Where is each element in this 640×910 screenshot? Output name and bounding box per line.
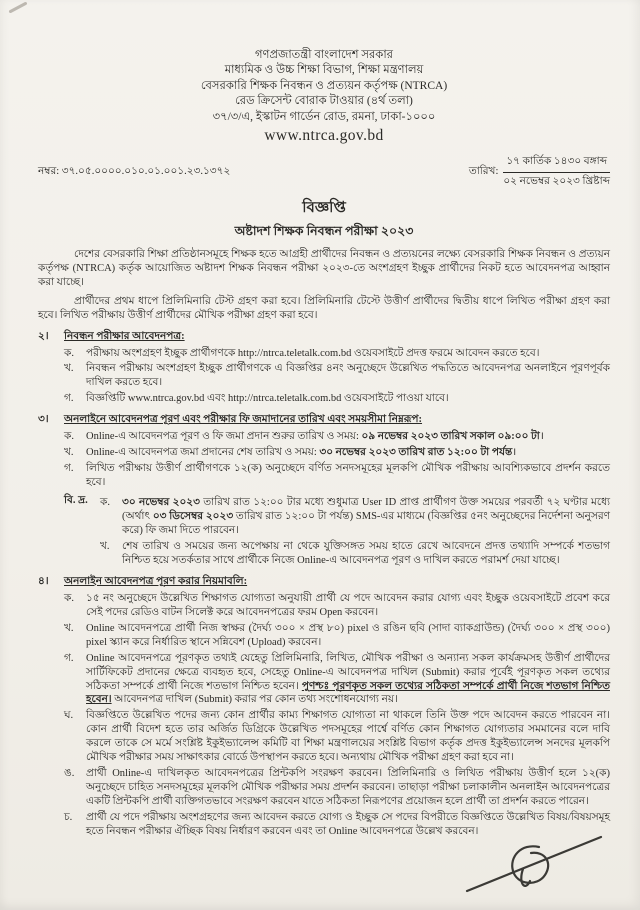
list-item bbox=[64, 709, 610, 765]
list-item bbox=[64, 652, 610, 708]
list-item bbox=[64, 592, 610, 620]
exam-name-title: অষ্টাদশ শিক্ষক নিবন্ধন পরীক্ষা ২০২৩ bbox=[234, 223, 414, 238]
item-letter: গ. bbox=[64, 393, 74, 405]
list-item bbox=[64, 446, 610, 460]
item-letter: খ. bbox=[64, 363, 74, 375]
intro-paragraph-2: প্রার্থীদের প্রথম ধাপে প্রিলিমিনারি টেস্ট গ্রহণ করা হবে। প্রিলিমিনারি টেস্টে উত্তীর্ণ প্রার্থীদের দ্বিতীয় ধাপে লিখিত পরীক্ষা গ্রহণ করা হবে। লিখিত পরীক্ষায় উত্তীর্ণ প্রার্থীদের মৌখিক পরীক্ষা গ্রহণ করা হবে। bbox=[38, 295, 610, 321]
item-letter: ক. bbox=[64, 592, 74, 604]
item-letter: ক. bbox=[64, 347, 74, 359]
bangla-calendar-date: ১৭ কার্তিক ১৪৩০ বঙ্গাব্দ bbox=[503, 154, 610, 173]
memo-date-row bbox=[38, 154, 610, 191]
memo-label: নম্বর: bbox=[38, 165, 60, 177]
section-3 bbox=[38, 413, 610, 568]
list-item bbox=[64, 392, 610, 406]
notice-title: বিজ্ঞপ্তি bbox=[302, 199, 346, 216]
list-item bbox=[64, 462, 610, 490]
note-item bbox=[100, 540, 610, 568]
section-3-heading: অনলাইনে আবেদনপত্র পূরণ এবং পরীক্ষার ফি জমাদানের তারিখ এবং সময়সীমা নিম্নরূপ: bbox=[64, 414, 423, 426]
date-label: তারিখ: bbox=[468, 165, 499, 177]
section-2 bbox=[38, 330, 610, 407]
item-letter: ক. bbox=[64, 431, 74, 443]
item-text: প্রার্থী যে পদে পরীক্ষায় অংশগ্রহণের জন্য আবেদন করতে যোগ্য ও ইচ্ছুক সে পদের বিপরীতে বিজ্ঞপ্তিতে উল্লেখিত বিষয়/বিষয়সমূহ হতে নিবন্ধন পরীক্ষার ঐচ্ছিক বিষয় নির্ধারণ করবেন এবং তা Online আবেদনপত্রে উল্লেখ করবেন। bbox=[86, 812, 610, 838]
list-item bbox=[64, 767, 610, 809]
item-letter: চ. bbox=[64, 812, 73, 824]
authority-name: বেসরকারি শিক্ষক নিবন্ধন ও প্রত্যয়ন কর্তৃপক্ষ (NTRCA) bbox=[200, 79, 448, 92]
section-2-heading: নিবন্ধন পরীক্ষার আবেদনপত্র: bbox=[64, 330, 185, 342]
website-url: www.ntrca.gov.bd bbox=[264, 127, 384, 145]
item-text: Online-এ আবেদনপত্র পূরণ ও ফি জমা প্রদান শুরুর তারিখ ও সময়: ০৯ নভেম্বর ২০২৩ তারিখ সকাল ০৯:০০ টা। bbox=[86, 431, 544, 443]
item-text: Online আবেদনপত্রে প্রার্থী নিজ স্বাক্ষর (দৈর্ঘ্য ৩০০ × প্রস্থ ৮০) pixel ও রঙিন ছবি (সাদা ব্যাকগ্রাউন্ড) (দৈর্ঘ্য ৩০০ × প্রস্থ ৩০০) pixel স্ক্যান করে নির্ধারিত স্থানে সন্নিবেশ (Upload) করবেন। bbox=[86, 622, 610, 648]
item-letter: খ. bbox=[100, 540, 110, 552]
item-text: Online-এ আবেদনপত্র জমা প্রদানের শেষ তারিখ ও সময়: ৩০ নভেম্বর ২০২৩ তারিখ রাত ১২:০০ টা পর্যন্ত। bbox=[86, 447, 517, 459]
government-name: গণপ্রজাতন্ত্রী বাংলাদেশ সরকার bbox=[254, 49, 394, 61]
item-text: শেষ তারিখ ও সময়ের জন্য অপেক্ষায় না থেকে যুক্তিসঙ্গত সময় হাতে রেখে আবেদনে প্রদত্ত তথ্যাদি সম্পর্কে শতভাগ নিশ্চিত হয়ে সতর্কতার সাথে প্রার্থীকে নিজে Online-এ আবেদনপত্র পূরণ ও দাখিল করতে পরামর্শ দেয়া যাচ্ছে। bbox=[122, 540, 610, 566]
item-text: লিখিত পরীক্ষায় উত্তীর্ণ প্রার্থীগণকে ১২(ক) অনুচ্ছেদে বর্ণিত সনদসমূহের মূলকপি মৌখিক পরীক্ষায় আবশ্যিকভাবে প্রদর্শন করতে হবে। bbox=[86, 463, 610, 489]
section-4-number: ৪। bbox=[38, 575, 49, 587]
section-2-number: ২। bbox=[38, 330, 49, 342]
division-name: মাধ্যমিক ও উচ্চ শিক্ষা বিভাগ, শিক্ষা মন্ত্রণালয় bbox=[224, 64, 424, 77]
item-letter: খ. bbox=[64, 447, 74, 459]
gregorian-date: ০২ নভেম্বর ২০২৩ খ্রিষ্টাব্দ bbox=[503, 175, 610, 187]
item-text: নিবন্ধন পরীক্ষায় অংশগ্রহণ ইচ্ছুক প্রার্থীগণকে এ বিজ্ঞপ্তির ৪নং অনুচ্ছেদে উল্লেখিত পদ্ধতিতে আবেদনপত্র অনলাইনে পূরণপূর্বক দাখিল করতে হবে। bbox=[86, 363, 610, 389]
item-text: ৩০ নভেম্বর ২০২৩ তারিখ রাত ১২:০০ টার মধ্যে শুধুমাত্র User ID প্রাপ্ত প্রার্থীগণ উক্ত সময়ের পরবর্তী ৭২ ঘণ্টার মধ্যে (অর্থাৎ ০৩ ডিসেম্বর ২০২৩ তারিখ রাত ১২:০০ টা পর্যন্ত) SMS-এর মাধ্যমে (বিজ্ঞপ্তির ৫নং অনুচ্ছেদের নির্দেশনা অনুসরণ করে) ফি জমা দিতে পারবেন। bbox=[122, 497, 611, 536]
letterhead bbox=[38, 48, 610, 147]
section-4 bbox=[38, 575, 610, 839]
date-stack bbox=[503, 154, 610, 191]
list-item bbox=[64, 347, 610, 361]
list-item bbox=[64, 362, 610, 390]
scan-artifact-mark bbox=[8, 1, 27, 13]
building-address: রেড ক্রিসেন্ট বোরাক টাওয়ার (৪র্থ তলা) bbox=[235, 95, 413, 108]
item-letter: ঙ. bbox=[64, 768, 75, 780]
list-item bbox=[64, 622, 610, 650]
section-4-heading: অনলাইন আবেদনপত্র পূরণ করার নিয়মাবলি: bbox=[64, 575, 248, 587]
list-item bbox=[64, 430, 610, 444]
item-letter: গ. bbox=[64, 463, 74, 475]
memo-value: ৩৭.০৫.০০০০.০১০.০১.০০১.২৩.১৩৭২ bbox=[61, 165, 231, 177]
note-label: বি. দ্র. bbox=[64, 495, 88, 507]
item-letter: ঘ. bbox=[64, 710, 74, 722]
item-text: পরীক্ষায় অংশগ্রহণ ইচ্ছুক প্রার্থীগণকে http://ntrca.teletalk.com.bd ওয়েবসাইটে প্রদত্ত ফরমে আবেদন করতে হবে। bbox=[86, 347, 540, 359]
intro-paragraph-1: দেশের বেসরকারি শিক্ষা প্রতিষ্ঠানসমূহে শিক্ষক হতে আগ্রহী প্রার্থীদের নিবন্ধন ও প্রত্যয়নের লক্ষ্যে বেসরকারি শিক্ষক নিবন্ধন ও প্রত্যয়ন কর্তৃপক্ষ (NTRCA) কর্তৃক আয়োজিত অষ্টাদশ শিক্ষক নিবন্ধন পরীক্ষা ২০২৩-তে অংশগ্রহণ ইচ্ছুক প্রার্থীদের নিকট হতে আবেদনপত্র আহ্বান করা যাচ্ছে। bbox=[38, 248, 610, 288]
item-letter: গ. bbox=[64, 652, 74, 664]
item-text: বিজ্ঞপ্তিটি www.ntrca.gov.bd এবং http://ntrca.teletalk.com.bd ওয়েবসাইটে পাওয়া যাবে। bbox=[86, 393, 449, 405]
street-address: ৩৭/৩/এ, ইস্কাটন গার্ডেন রোড, রমনা, ঢাকা-১০০০ bbox=[212, 110, 436, 123]
note-item bbox=[100, 496, 610, 538]
item-text: ১৫ নং অনুচ্ছেদে উল্লেখিত শিক্ষাগত যোগ্যতা অনুযায়ী প্রার্থী যে পদে আবেদন করার যোগ্য এবং ইচ্ছুক ওয়েবসাইটে প্রবেশ করে সেই পদের রেডিও বাটন সিলেক্ট করে আবেদনপত্রের ফরম Open করবেন। bbox=[86, 592, 610, 618]
item-text: বিজ্ঞপ্তিতে উল্লেখিত পদের জন্য কোন প্রার্থীর কাম্য শিক্ষাগত যোগ্যতা না থাকলে তিনি উক্ত পদে আবেদন করতে পারবেন না। কোন প্রার্থী বিদেশ হতে তার অর্জিত ডিগ্রিকে উল্লেখিত পদসমূহের পার্শ্বে বর্ণিত কোন শিক্ষাগত যোগ্যতার সমমানের বলে দাবি করলে তাকে সে মর্মে সংশ্লিষ্ট ইকুইভ্যালেন্স কমিটি বা শিক্ষা মন্ত্রণালয়ের সংশ্লিষ্ট বিভাগ কর্তৃক প্রদত্ত ইকুইভ্যালেন্স সনদের মূলকপি মৌখিক পরীক্ষার সময় সাক্ষাৎকার বোর্ডে উপস্থাপন করতে হবে। অন্যথায় মৌখিক পরীক্ষা গ্রহণ করা হবে না। bbox=[86, 710, 610, 764]
item-letter: খ. bbox=[64, 622, 74, 634]
item-letter: ক. bbox=[100, 497, 110, 509]
note-block bbox=[64, 494, 610, 568]
section-3-number: ৩। bbox=[38, 414, 49, 426]
memo-number bbox=[38, 164, 230, 181]
item-text: প্রার্থী Online-এ দাখিলকৃত আবেদনপত্রের প্রিন্টকপি সংরক্ষণ করবেন। প্রিলিমিনারি ও লিখিত পরীক্ষায় উত্তীর্ণ হলে ১২(ক) অনুচ্ছেদে চাহিত সনদসমূহের মূলকপি মৌখিক পরীক্ষার সময় প্রদর্শন করবেন। তাছাড়া পরীক্ষা চলাকালীন অনলাইন আবেদনপত্রের একটি প্রিন্টকপি প্রার্থী ব্যক্তিগতভাবে সংরক্ষণ করবেন যাতে সঠিকতা নিরূপণের প্রয়োজন হলে প্রার্থী তা প্রদর্শন করতে পারেন। bbox=[86, 768, 610, 808]
item-text: Online আবেদনপত্রে পূরণকৃত তথ্যই যেহেতু প্রিলিমিনারি, লিখিত, মৌখিক পরীক্ষা ও অন্যান্য সকল কার্যক্রমসহ উত্তীর্ণ প্রার্থীদের সার্টিফিকেট প্রদানের ক্ষেত্রে ব্যবহৃত হবে, সেহেতু Online-এ আবেদনপত্র দাখিল (Submit) করার পূর্বেই পূরণকৃত সকল তথ্যের সঠিকতা সম্পর্কে প্রার্থী নিজে শতভাগ নিশ্চিত হবেন। পুণশ্চঃ পূরণকৃত সকল তথ্যের সঠিকতা সম্পর্কে প্রার্থী নিজে শতভাগ নিশ্চিত হবেন। আবেদনপত্র দাখিল (Submit) করার পর কোন তথ্য সংশোধনযোগ্য নয়। bbox=[86, 652, 610, 706]
handwritten-signature-icon bbox=[463, 830, 608, 896]
date-block bbox=[469, 154, 610, 191]
